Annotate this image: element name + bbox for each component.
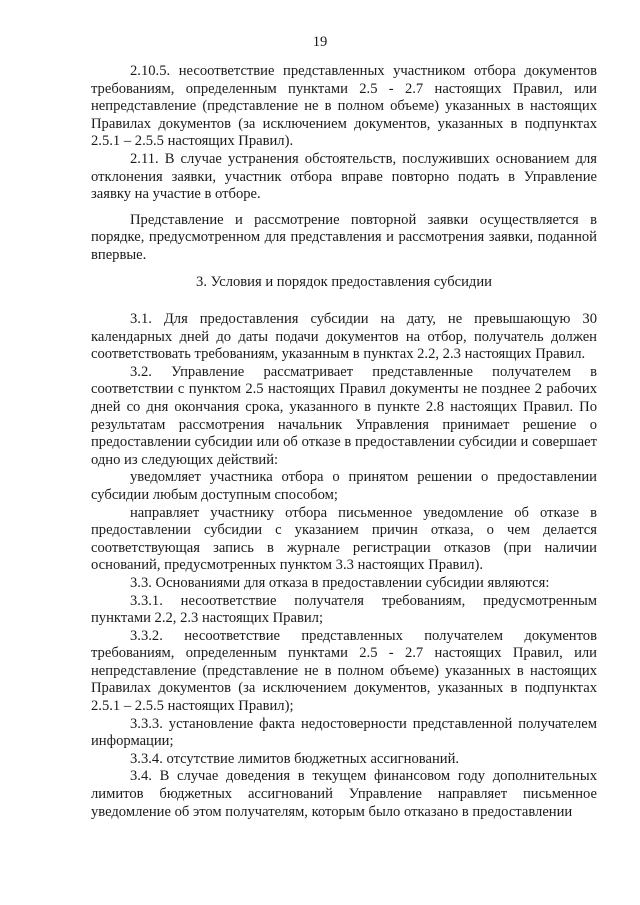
paragraph-3-1: 3.1. Для предоставления субсидии на дату, не превышающую 30 календарных дней до даты подачи документов на отбор, получатель должен соответствовать требованиям, указанным в пунктах 2.2, 2.3 настоящих Правил. bbox=[91, 311, 597, 363]
paragraph-3-3-3: 3.3.3. установление факта недостоверности представленной получателем информации; bbox=[91, 715, 597, 750]
paragraph-3-3-2: 3.3.2. несоответствие представленных получателем документов требованиям, определенным пунктами 2.5 - 2.7 настоящих Правил, или непредставление (представление не в полном объеме) указанных в настоящих Правилах документов (за исключением документов, указанных в подпунктах 2.5.1 – 2.5.5 настоящих Правил); bbox=[91, 627, 597, 715]
paragraphs-bottom bbox=[91, 311, 597, 821]
paragraph-repeat-application: Представление и рассмотрение повторной заявки осуществляется в порядке, предусмотренном для представления и рассмотрения заявки, поданной впервые. bbox=[91, 211, 597, 263]
page-number: 19 bbox=[312, 34, 328, 50]
paragraph-3-2: 3.2. Управление рассматривает представленные получателем в соответствии с пунктом 2.5 настоящих Правил документы не позднее 2 рабочих дней со дня окончания срока, указанного в пункте 2.8 настоящих Правил. По результатам рассмотрения начальник Управления принимает решение о предоставлении субсидии или об отказе в предоставлении субсидии и совершает одно из следующих действий: bbox=[91, 363, 597, 468]
paragraph-3-3-1: 3.3.1. несоответствие получателя требованиям, предусмотренным пунктами 2.2, 2.3 настоящих Правил; bbox=[91, 592, 597, 627]
paragraph-notify-refusal: направляет участнику отбора письменное уведомление об отказе в предоставлении субсидии с указанием причин отказа, о чем делается соответствующая запись в журнале регистрации отказов (при наличии оснований, предусмотренных пунктом 3.3 настоящих Правил). bbox=[91, 504, 597, 574]
section-heading: 3. Условия и порядок предоставления субсидии bbox=[196, 274, 492, 290]
paragraph-3-3: 3.3. Основаниями для отказа в предоставлении субсидии являются: bbox=[130, 574, 550, 591]
paragraph-notify-decision: уведомляет участника отбора о принятом решении о предоставлении субсидии любым доступным способом; bbox=[91, 469, 597, 503]
paragraphs-top bbox=[91, 63, 597, 265]
paragraph-3-4: 3.4. В случае доведения в текущем финансовом году дополнительных лимитов бюджетных ассигнований Управление направляет письменное уведомление об этом получателям, которым было отказано в предоставлении bbox=[91, 768, 597, 820]
paragraph-2-11: 2.11. В случае устранения обстоятельств, послуживших основанием для отклонения заявки, участник отбора вправе повторно подать в Управление заявку на участие в отборе. bbox=[91, 150, 597, 203]
paragraph-2-10-5: 2.10.5. несоответствие представленных участником отбора документов требованиям, определенным пунктами 2.5 - 2.7 настоящих Правил, или непредставление (представление не в полном объеме) указанных в настоящих Правилах документов (за исключением документов, указанных в подпунктах 2.5.1 – 2.5.5 настоящих Правил). bbox=[91, 63, 597, 150]
paragraph-3-3-4: 3.3.4. отсутствие лимитов бюджетных ассигнований. bbox=[130, 750, 460, 767]
